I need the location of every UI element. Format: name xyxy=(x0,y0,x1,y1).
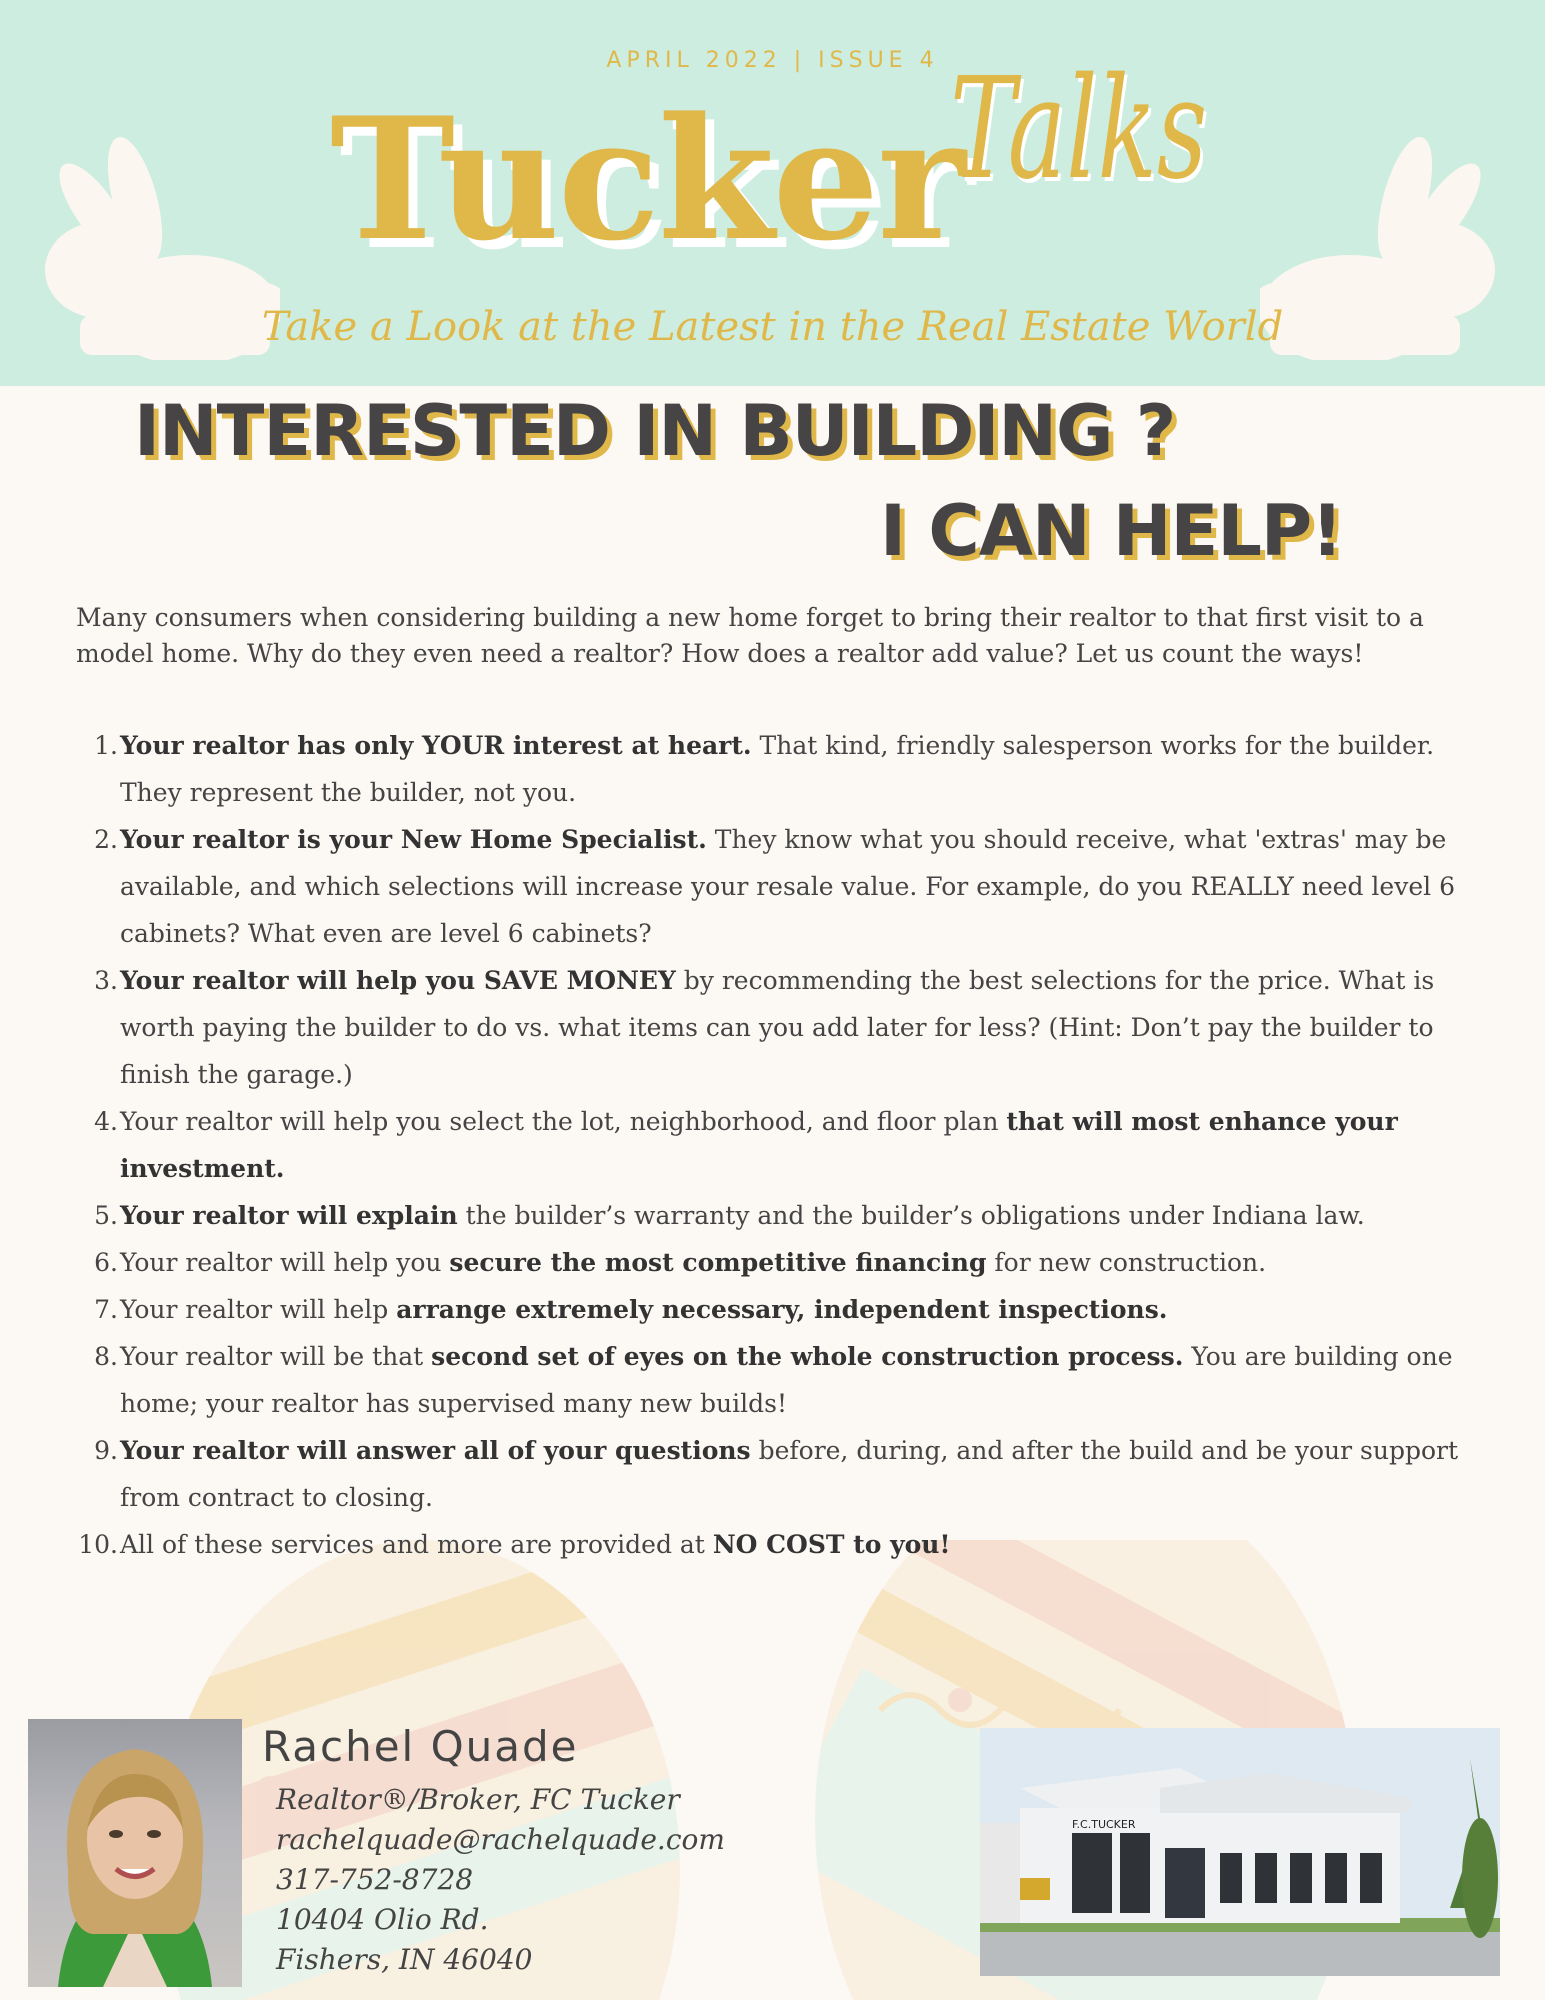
benefit-item xyxy=(76,1333,1476,1427)
benefit-item xyxy=(76,816,1476,957)
benefit-plain-text: They know what you should receive, what 'extras' may be available, and which selections will increase your resale value. For example, do you REALLY need level 6 cabinets? What even are level 6 cabinets? xyxy=(120,825,1455,948)
agent-name: Rachel Quade xyxy=(262,1722,579,1771)
intro-paragraph: Many consumers when considering building a new home forget to bring their realtor to that first visit to a model home. Why do they even need a realtor? How does a realtor add value? Let us count the ways! xyxy=(76,603,1424,668)
benefit-text xyxy=(120,1239,1476,1286)
agent-address-line-1: 10404 Olio Rd. xyxy=(276,1903,489,1936)
benefit-item xyxy=(76,957,1476,1098)
benefit-bold-text: Your realtor has only YOUR interest at heart. xyxy=(120,731,752,760)
benefit-bold-text: arrange extremely necessary, independent inspections. xyxy=(396,1295,1168,1324)
headline-line-2: I CAN HELP! xyxy=(880,490,1343,572)
issue-date: APRIL 2022 | ISSUE 4 xyxy=(606,48,939,73)
benefit-bold-text: Your realtor is your New Home Specialist. xyxy=(120,825,707,854)
benefit-plain-text: All of these services and more are provided at xyxy=(120,1530,713,1559)
benefit-bold-text: second set of eyes on the whole construction process. xyxy=(431,1342,1184,1371)
agent-email[interactable]: rachelquade@rachelquade.com xyxy=(276,1823,725,1856)
benefit-text xyxy=(120,1098,1476,1192)
benefit-number: 2. xyxy=(94,825,118,854)
benefit-item xyxy=(76,1521,1476,1568)
benefit-number: 8. xyxy=(94,1342,118,1371)
benefit-text xyxy=(120,1192,1476,1239)
benefit-number: 6. xyxy=(94,1248,118,1277)
benefit-number: 5. xyxy=(94,1201,118,1230)
headline-line-1: INTERESTED IN BUILDING ? xyxy=(134,390,1176,472)
agent-address-line-2: Fishers, IN 46040 xyxy=(276,1943,533,1976)
benefit-plain-text: Your realtor will help xyxy=(120,1295,397,1324)
benefit-number: 1. xyxy=(94,731,118,760)
masthead-title: Tucker xyxy=(330,80,964,278)
agent-title: Realtor®/Broker, FC Tucker xyxy=(276,1783,680,1816)
benefit-number: 4. xyxy=(94,1107,118,1136)
masthead xyxy=(0,0,1545,386)
benefit-text xyxy=(120,722,1476,816)
office-building-photo xyxy=(980,1728,1500,1976)
benefit-bold-text: Your realtor will explain xyxy=(120,1201,458,1230)
benefit-plain-text: Your realtor will be that xyxy=(120,1342,432,1371)
benefit-text xyxy=(120,1521,1476,1568)
benefit-bold-text: secure the most competitive financing xyxy=(449,1248,987,1277)
benefit-item xyxy=(76,722,1476,816)
benefit-plain-text: before, during, and after the build and be your support from contract to closing. xyxy=(120,1436,1459,1512)
benefit-item xyxy=(76,1427,1476,1521)
benefit-plain-text: the builder’s warranty and the builder’s obligations under Indiana law. xyxy=(457,1201,1365,1230)
masthead-tagline: Take a Look at the Latest in the Real Estate World xyxy=(261,304,1284,350)
benefit-plain-text: Your realtor will help you xyxy=(120,1248,450,1277)
benefit-plain-text: Your realtor will help you select the lot, neighborhood, and floor plan xyxy=(120,1107,1007,1136)
benefit-plain-text: You are building one home; your realtor has supervised many new builds! xyxy=(120,1342,1453,1418)
agent-photo xyxy=(28,1719,242,1987)
benefit-item xyxy=(76,1098,1476,1192)
benefit-bold-text: Your realtor will answer all of your questions xyxy=(120,1436,751,1465)
benefit-text xyxy=(120,816,1476,957)
benefit-text xyxy=(120,1333,1476,1427)
benefit-number: 3. xyxy=(94,966,118,995)
benefit-text xyxy=(120,957,1476,1098)
benefit-bold-text: Your realtor will help you SAVE MONEY xyxy=(120,966,676,995)
benefit-plain-text: by recommending the best selections for the price. What is worth paying the builder to do vs. what items can you add later for less? (Hint: Don’t pay the builder to finish the garage.) xyxy=(120,966,1435,1089)
benefits-list xyxy=(76,722,1476,1568)
benefit-number: 9. xyxy=(94,1436,118,1465)
benefit-plain-text: for new construction. xyxy=(986,1248,1267,1277)
benefit-text xyxy=(120,1286,1476,1333)
building-sign: F.C.TUCKER xyxy=(1072,1818,1136,1831)
benefit-text xyxy=(120,1427,1476,1521)
agent-contact-block xyxy=(276,1780,725,1980)
benefit-item xyxy=(76,1286,1476,1333)
benefit-number: 7. xyxy=(94,1295,118,1324)
benefit-number: 10. xyxy=(78,1530,118,1559)
benefit-plain-text: That kind, friendly salesperson works for the builder. They represent the builder, not you. xyxy=(120,731,1435,807)
benefit-item xyxy=(76,1239,1476,1286)
benefit-item xyxy=(76,1192,1476,1239)
benefit-bold-text: that will most enhance your investment. xyxy=(120,1107,1398,1183)
masthead-script: Talks xyxy=(950,48,1208,211)
benefit-bold-text: NO COST to you! xyxy=(712,1530,951,1559)
agent-phone[interactable]: 317-752-8728 xyxy=(276,1863,474,1896)
